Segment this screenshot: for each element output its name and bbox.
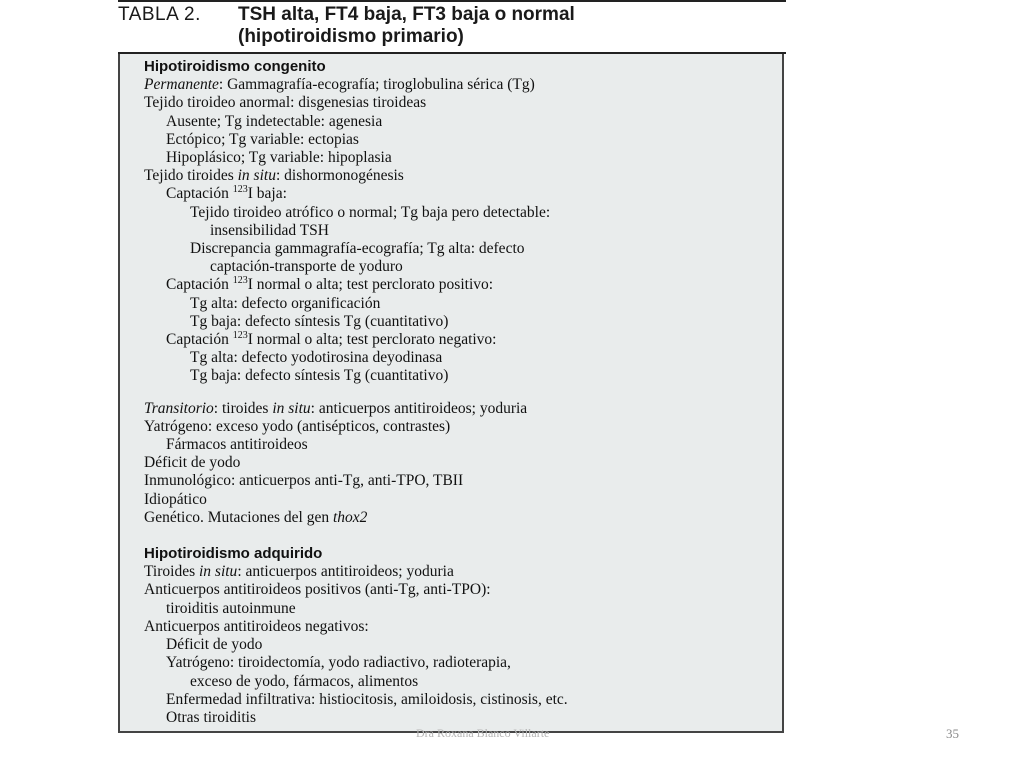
text: Tiroides bbox=[144, 563, 199, 581]
table-line bbox=[144, 76, 774, 94]
table-label: TABLA 2. bbox=[118, 4, 201, 25]
table-line: Anticuerpos antitiroideos positivos (anti-Tg, anti-TPO): bbox=[144, 581, 491, 599]
text: : tiroides bbox=[213, 399, 273, 417]
page-number: 35 bbox=[946, 726, 959, 741]
table-line bbox=[144, 509, 774, 527]
table-line: Tg baja: defecto síntesis Tg (cuantitativo) bbox=[190, 312, 449, 330]
table-line: Anticuerpos antitiroideos negativos: bbox=[144, 617, 369, 635]
footer-author: Dra Roxana Blanco Villarte bbox=[416, 726, 550, 740]
table-line bbox=[144, 185, 774, 203]
table-title-line2: (hipotiroidismo primario) bbox=[238, 26, 464, 47]
permanente-text: : Gammagrafía-ecografía; tiroglobulina sérica (Tg) bbox=[218, 76, 535, 94]
table-line bbox=[144, 563, 774, 581]
in-situ: in situ bbox=[272, 399, 311, 417]
section-heading-adquirido: Hipotiroidismo adquirido bbox=[144, 545, 323, 563]
table-line: Tg baja: defecto síntesis Tg (cuantitativo) bbox=[190, 367, 449, 385]
text: I normal o alta; test perclorato negativo: bbox=[247, 331, 497, 349]
table-line: Ectópico; Tg variable: ectopias bbox=[166, 130, 359, 148]
text: Captación bbox=[166, 276, 233, 294]
transitorio-label: Transitorio bbox=[144, 399, 214, 417]
text: I normal o alta; test perclorato positivo: bbox=[247, 276, 494, 294]
table-line: Otras tiroiditis bbox=[166, 708, 256, 726]
table-content bbox=[144, 58, 774, 727]
table-line: Idiopático bbox=[144, 490, 207, 508]
table-line bbox=[144, 167, 774, 185]
permanente-label: Permanente bbox=[144, 76, 219, 94]
table-line: Tejido tiroideo atrófico o normal; Tg baja pero detectable: bbox=[190, 203, 551, 221]
table-line bbox=[144, 276, 774, 294]
isotope-sup: 123 bbox=[232, 184, 248, 196]
isotope-sup: 123 bbox=[232, 275, 248, 287]
table-line bbox=[144, 331, 774, 349]
table-line: exceso de yodo, fármacos, alimentos bbox=[190, 672, 419, 690]
gene-name: thox2 bbox=[332, 508, 368, 526]
table-line: Tg alta: defecto yodotirosina deyodinasa bbox=[190, 349, 443, 367]
in-situ: in situ bbox=[237, 167, 276, 185]
table-line: Yatrógeno: tiroidectomía, yodo radiactivo, radioterapia, bbox=[166, 654, 511, 672]
table-line: tiroiditis autoinmune bbox=[166, 599, 296, 617]
text: Captación bbox=[166, 185, 233, 203]
table-line: Fármacos antitiroideos bbox=[166, 436, 308, 454]
table-title-line1: TSH alta, FT4 baja, FT3 baja o normal bbox=[238, 4, 575, 25]
table-line: Ausente; Tg indetectable: agenesia bbox=[166, 112, 383, 130]
top-rule bbox=[118, 0, 786, 2]
text: I baja: bbox=[247, 185, 287, 203]
isotope-sup: 123 bbox=[232, 329, 248, 341]
table-line: Yatrógeno: exceso yodo (antisépticos, contrastes) bbox=[144, 417, 451, 435]
text: : anticuerpos antitiroideos; yoduria bbox=[310, 399, 528, 417]
table-line: Déficit de yodo bbox=[144, 454, 241, 472]
table-line: Enfermedad infiltrativa: histiocitosis, amiloidosis, cistinosis, etc. bbox=[166, 690, 568, 708]
text: : dishormonogénesis bbox=[275, 167, 404, 185]
table-line: Hipoplásico; Tg variable: hipoplasia bbox=[166, 149, 392, 167]
section-heading-congenito: Hipotiroidismo congenito bbox=[144, 58, 326, 75]
table-line: Discrepancia gammagrafía-ecografía; Tg alta: defecto bbox=[190, 240, 525, 258]
table-line: Tg alta: defecto organificación bbox=[190, 294, 381, 312]
table-line: Inmunológico: anticuerpos anti-Tg, anti-TPO, TBII bbox=[144, 472, 464, 490]
table-line: captación-transporte de yoduro bbox=[210, 258, 403, 276]
table-line bbox=[144, 400, 774, 418]
table-line: insensibilidad TSH bbox=[210, 221, 329, 239]
text: Tejido tiroides bbox=[144, 167, 238, 185]
table-line: Déficit de yodo bbox=[166, 636, 263, 654]
text: Captación bbox=[166, 331, 233, 349]
text: Genético. Mutaciones del gen bbox=[144, 508, 333, 526]
text: : anticuerpos antitiroideos; yoduria bbox=[237, 563, 454, 581]
table-line: Tejido tiroideo anormal: disgenesias tiroideas bbox=[144, 94, 427, 112]
in-situ: in situ bbox=[198, 563, 238, 581]
table-title bbox=[118, 4, 798, 48]
